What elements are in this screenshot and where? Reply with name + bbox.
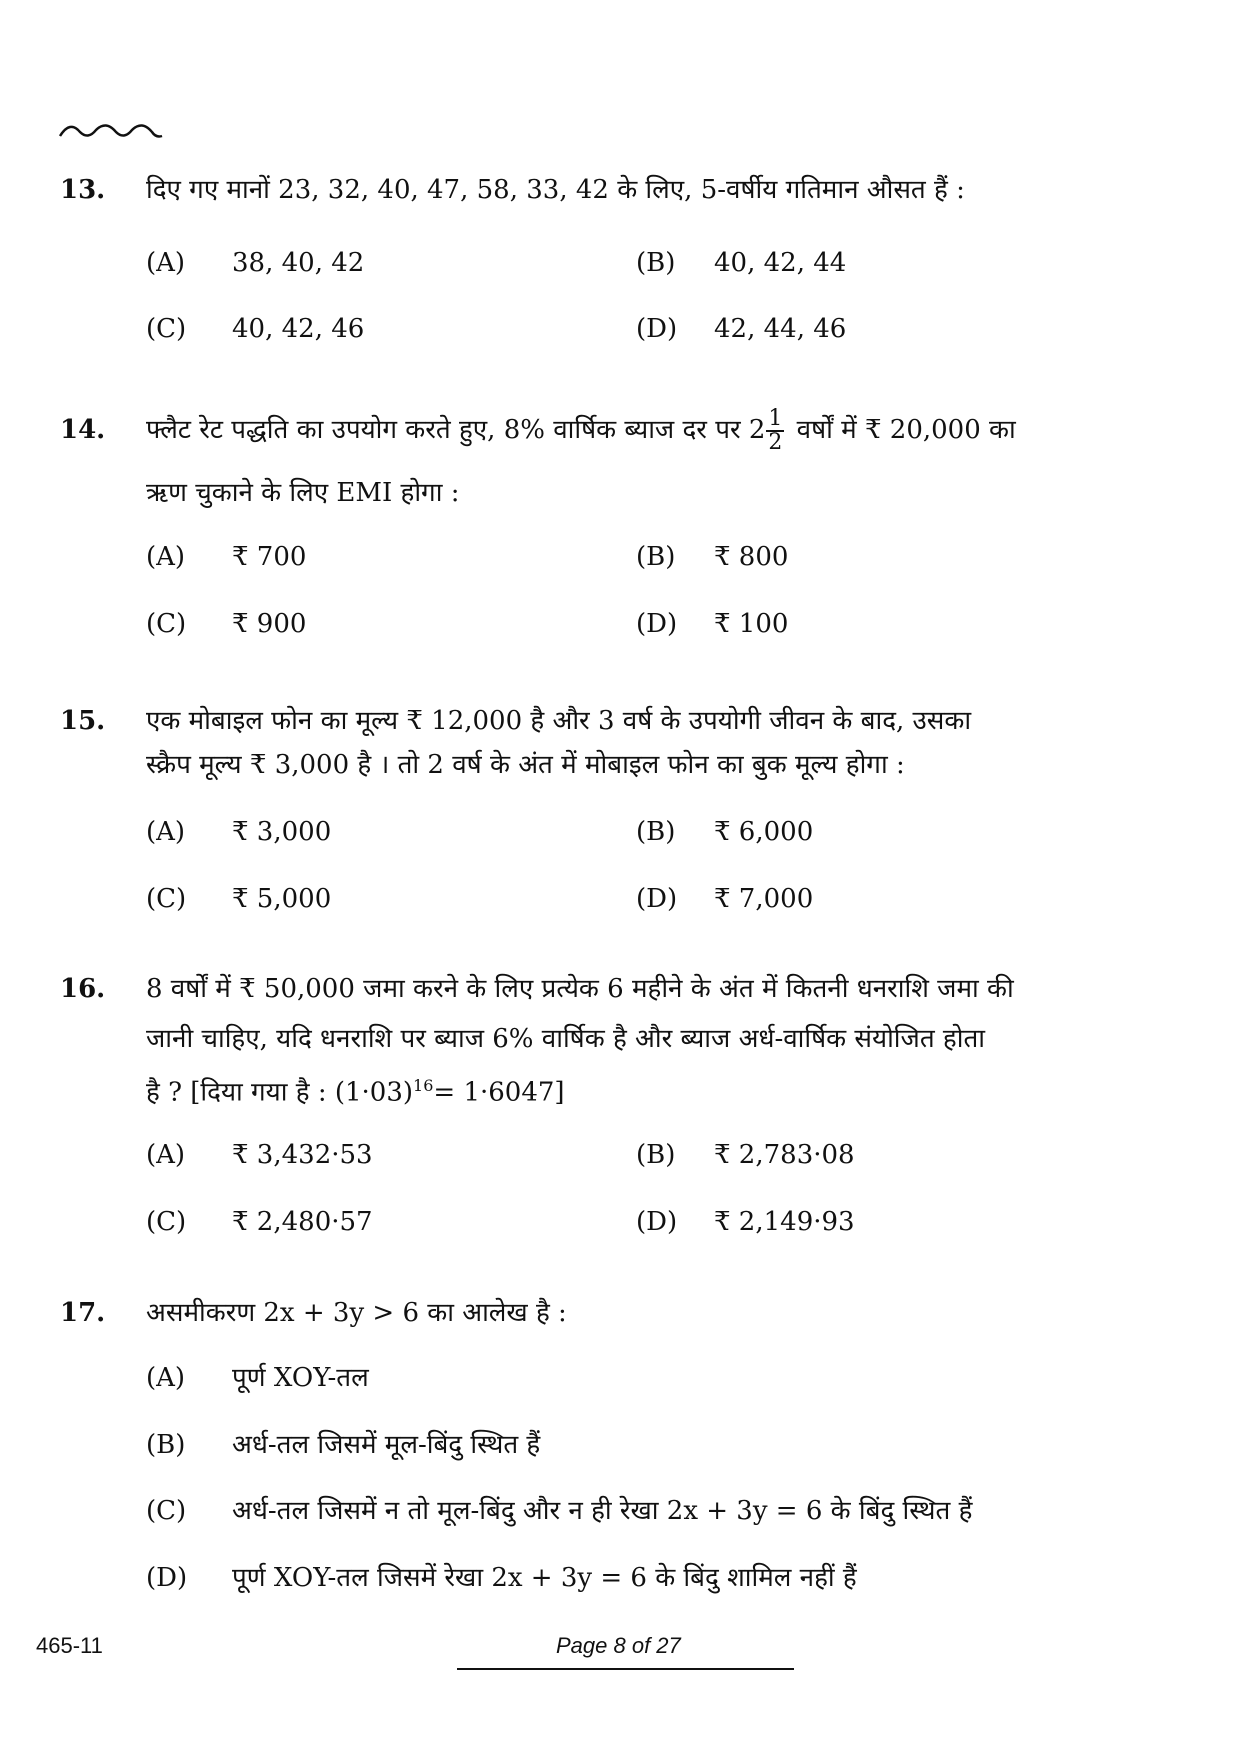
option-label: (B): [636, 817, 676, 847]
question-number: 13.: [60, 175, 106, 205]
option-label: (D): [146, 1563, 188, 1593]
question-text: एक मोबाइल फोन का मूल्य ₹ 12,000 है और 3 वर्ष के उपयोगी जीवन के बाद, उसका: [146, 706, 972, 736]
option-value: ₹ 800: [714, 542, 789, 572]
option-label: (C): [146, 314, 187, 344]
fraction-denominator: 2: [768, 430, 783, 455]
question-text: जानी चाहिए, यदि धनराशि पर ब्याज 6% वार्षिक है और ब्याज अर्ध-वार्षिक संयोजित होता: [146, 1024, 986, 1054]
question-text: [146, 402, 1016, 458]
question-text: दिए गए मानों 23, 32, 40, 47, 58, 33, 42 के लिए, 5-वर्षीय गतिमान औसत हैं :: [146, 175, 965, 205]
question-text: स्क्रैप मूल्य ₹ 3,000 है । तो 2 वर्ष के अंत में मोबाइल फोन का बुक मूल्य होगा :: [146, 750, 905, 780]
option-label: (B): [636, 248, 676, 278]
option-value: पूर्ण XOY-तल जिसमें रेखा 2x + 3y = 6 के बिंदु शामिल नहीं हैं: [232, 1563, 857, 1593]
option-value: ₹ 900: [232, 609, 307, 639]
option-value: ₹ 2,149·93: [714, 1207, 855, 1237]
option-label: (D): [636, 609, 678, 639]
question-number: 16.: [60, 974, 106, 1004]
option-value: पूर्ण XOY-तल: [232, 1363, 369, 1393]
option-label: (D): [636, 1207, 678, 1237]
option-label: (A): [146, 1140, 186, 1170]
option-value: 40, 42, 44: [714, 248, 847, 278]
option-value: 40, 42, 46: [232, 314, 365, 344]
option-value: ₹ 700: [232, 542, 307, 572]
option-value: अर्ध-तल जिसमें मूल-बिंदु स्थित हैं: [232, 1430, 541, 1460]
footer-divider: [457, 1668, 794, 1670]
option-value: ₹ 2,480·57: [232, 1207, 373, 1237]
option-label: (C): [146, 884, 187, 914]
paper-code: 465-11: [36, 1633, 103, 1658]
fraction: [766, 408, 784, 454]
question-text: असमीकरण 2x + 3y > 6 का आलेख है :: [146, 1298, 567, 1328]
option-label: (B): [146, 1430, 186, 1460]
option-value: ₹ 7,000: [714, 884, 814, 914]
option-value: 42, 44, 46: [714, 314, 847, 344]
option-label: (C): [146, 1496, 187, 1526]
option-label: (A): [146, 542, 186, 572]
option-label: (C): [146, 1207, 187, 1237]
page-number: Page 8 of 27: [556, 1633, 681, 1658]
question-number: 17.: [60, 1298, 106, 1328]
option-value: ₹ 5,000: [232, 884, 332, 914]
option-label: (B): [636, 542, 676, 572]
option-label: (A): [146, 248, 186, 278]
option-value: ₹ 3,000: [232, 817, 332, 847]
question-text: [146, 1070, 565, 1109]
superscript: 16: [413, 1076, 434, 1095]
text-part: फ्लैट रेट पद्धति का उपयोग करते हुए, 8% वार्षिक ब्याज दर पर 2: [146, 415, 766, 445]
option-label: (C): [146, 609, 187, 639]
option-value: 38, 40, 42: [232, 248, 365, 278]
question-number: 15.: [60, 706, 106, 736]
text-part: = 1·6047]: [433, 1077, 565, 1108]
option-value: ₹ 3,432·53: [232, 1140, 373, 1170]
text-part: वर्षों में ₹ 20,000 का: [788, 415, 1016, 445]
option-label: (A): [146, 817, 186, 847]
text-part: है ? [दिया गया है : (1·03): [146, 1077, 414, 1108]
question-number: 14.: [60, 415, 106, 445]
question-text: ऋण चुकाने के लिए EMI होगा :: [146, 478, 460, 508]
option-label: (A): [146, 1363, 186, 1393]
option-label: (D): [636, 314, 678, 344]
option-value: अर्ध-तल जिसमें न तो मूल-बिंदु और न ही रेखा 2x + 3y = 6 के बिंदु स्थित हैं: [232, 1496, 973, 1526]
fraction-numerator: 1: [768, 406, 783, 431]
wave-mark-icon: [58, 118, 164, 142]
option-value: ₹ 2,783·08: [714, 1140, 855, 1170]
option-label: (D): [636, 884, 678, 914]
option-label: (B): [636, 1140, 676, 1170]
question-text: 8 वर्षों में ₹ 50,000 जमा करने के लिए प्रत्येक 6 महीने के अंत में कितनी धनराशि जमा की: [146, 974, 1014, 1004]
option-value: ₹ 6,000: [714, 817, 814, 847]
option-value: ₹ 100: [714, 609, 789, 639]
